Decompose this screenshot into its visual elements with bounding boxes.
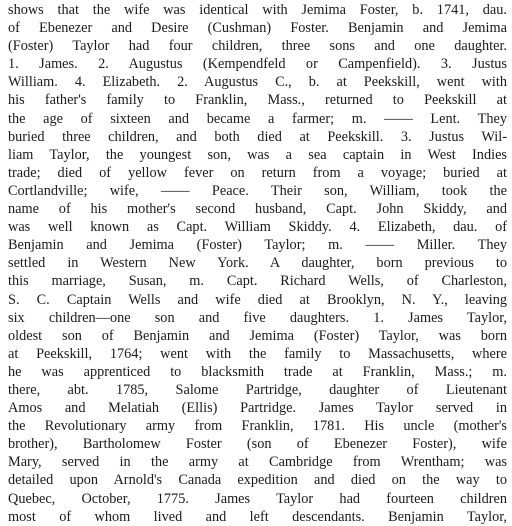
text-line-4: 1. James. 2. Augustus (Kempendfeld or Campenfield). 3. Justus [8,56,507,73]
text-line-23: Amos and Melatiah (Ellis) Partridge. James Taylor served in [8,400,507,417]
text-line-2: of Ebenezer and Desire (Cushman) Foster. Benjamin and Jemima [8,20,507,37]
text-line-27: detailed upon Arnold's Canada expedition and died on the way to [8,472,507,489]
text-line-29: most of whom lived and left descendants. Benjamin Taylor, [8,508,507,525]
text-line-26: Mary, served in the army at Cambridge from Wrentham; was [8,454,507,471]
text-line-13: was well known as Capt. William Skiddy. 4. Elizabeth, dau. of [8,219,507,236]
text-line-7: the age of sixteen and became a farmer; m. —— Lent. They [8,110,507,127]
text-line-10: trade; died of yellow fever on return from a voyage; buried at [8,164,507,181]
text-line-8: buried three children, and both died at Peekskill. 3. Justus Wil- [8,128,507,145]
text-line-25: brother), Bartholomew Foster (son of Ebenezer Foster), wife [8,436,507,453]
text-line-17: S. C. Captain Wells and wife died at Brooklyn, N. Y., leaving [8,291,507,308]
text-line-20: at Peekskill, 1764; went with the family to Massachusetts, where [8,345,507,362]
text-line-15: settled in Western New York. A daughter, born previous to [8,255,507,272]
text-line-6: his father's family to Franklin, Mass., returned to Peekskill at [8,92,507,109]
text-line-21: he was apprenticed to blacksmith trade at Franklin, Mass.; m. [8,363,507,380]
text-line-3: (Foster) Taylor had four children, three sons and one daughter. [8,38,507,55]
text-line-19: oldest son of Benjamin and Jemima (Foster) Taylor, was born [8,327,507,344]
text-line-9: liam Taylor, the youngest son, was a sea captain in West Indies [8,146,507,163]
text-line-14: Benjamin and Jemima (Foster) Taylor; m. —— Miller. They [8,237,507,254]
text-line-5: William. 4. Elizabeth. 2. Augustus C., b. at Peekskill, went with [8,74,507,91]
text-line-18: six children—one son and five daughters. 1. James Taylor, [8,309,507,326]
text-line-28: Quebec, October, 1775. James Taylor had fourteen children [8,490,507,507]
text-line-16: this marriage, Susan, m. Capt. Richard Wells, of Charleston, [8,273,507,290]
text-line-22: there, abt. 1785, Salome Partridge, daughter of Lieutenant [8,381,507,398]
text-line-12: name of his mother's second husband, Capt. John Skiddy, and [8,201,507,218]
text-line-1: shows that the wife was identical with Jemima Foster, b. 1741, dau. [8,2,507,18]
text-line-11: Cortlandville; wife, —— Peace. Their son, William, took the [8,182,507,199]
text-line-24: the Revolutionary army from Franklin, 1781. His uncle (mother's [8,418,507,435]
